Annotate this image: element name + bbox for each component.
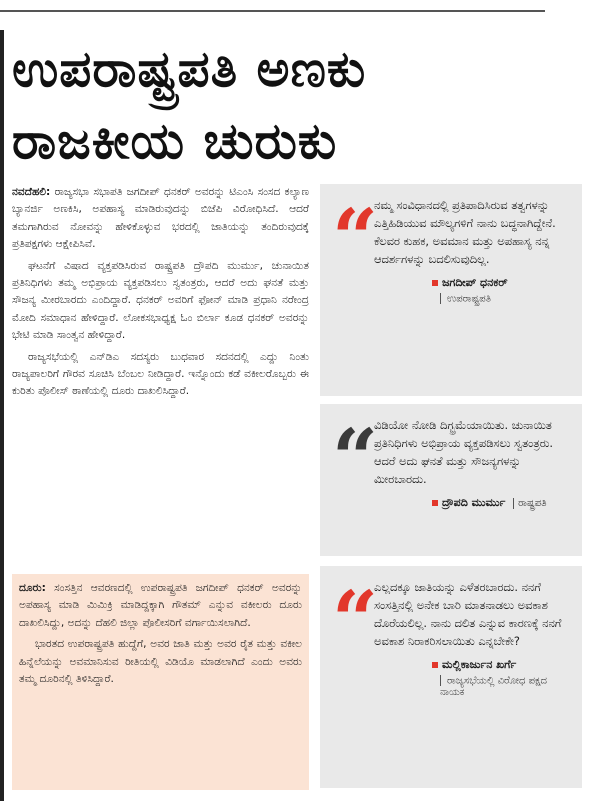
quote-author xyxy=(374,658,572,672)
quote-author-name: ಮಲ್ಲಿಕಾರ್ಜುನ ಖರ್ಗೆ xyxy=(442,658,517,671)
quote-box-dhankhar xyxy=(320,184,582,396)
quote-box-murmu xyxy=(320,404,582,556)
quote-mark-icon: “ xyxy=(332,573,379,667)
quote-author xyxy=(374,496,572,510)
quote-author xyxy=(374,276,572,290)
quote-author-role xyxy=(374,675,572,698)
quote-text: ವಿಡಿಯೋ ನೋಡಿ ದಿಗ್ಭ್ರಮೆಯಾಯಿತು. ಚುನಾಯಿತ ಪ್ರತಿನಿಧಿಗಳು ಅಭಿಪ್ರಾಯ ವ್ಯಕ್ತಪಡಿಸಲು ಸ್ವತಂತ್ರರು. ಆದರೆ ಅದು ಘನತೆ ಮತ್ತು ಸೌಜನ್ಯಗಳನ್ನು ಮೀರಬಾರದು. xyxy=(374,418,554,486)
quote-author-name: ಜಗದೀಪ್ ಧನಕರ್ xyxy=(442,276,508,289)
complaint-box xyxy=(12,574,309,790)
quote-text: ನಮ್ಮ ಸಂವಿಧಾನದಲ್ಲಿ ಪ್ರತಿಪಾದಿಸಿರುವ ತತ್ವಗಳನ್ನು ಎತ್ತಿಹಿಡಿಯುವ ಮೌಲ್ಯಗಳಿಗೆ ನಾನು ಬದ್ಧನಾಗಿದ್ದೇನೆ. ಕೆಲವರ ಕುಹಕ, ಅವಮಾನ ಮತ್ತು ಅಪಹಾಸ್ಯ ನನ್ನ ಆದರ್ಶಗಳನ್ನು ಬದಲಿಸುವುದಿಲ್ಲ. xyxy=(374,198,556,266)
divider xyxy=(440,293,441,304)
top-rule xyxy=(0,10,545,12)
divider xyxy=(440,675,441,686)
quote-mark-icon: “ xyxy=(332,411,379,505)
headline-line-1: ಉಪರಾಷ್ಟ್ರಪತಿ ಅಣಕು xyxy=(12,40,367,98)
quote-author-role-text: ರಾಜ್ಯಸಭೆಯಲ್ಲಿ ವಿರೋಧ ಪಕ್ಷದ ನಾಯಕ xyxy=(440,675,547,698)
complaint-paragraph-text: ಸಂಸತ್ತಿನ ಆವರಣದಲ್ಲಿ ಉಪರಾಷ್ಟ್ರಪತಿ ಜಗದೀಪ್ ಧನಕರ್ ಅವರನ್ನು ಅಪಹಾಸ್ಯ ಮಾಡಿ ಮಿಮಿಕ್ರಿ ಮಾಡಿದ್ದಕ್ಕಾಗಿ ಗೌತಮ್ ಎನ್ನುವ ವಕೀಲರು ದೂರು ದಾಖಲಿಸಿದ್ದು, ಅದನ್ನು ದೆಹಲಿ ಜಿಲ್ಲಾ ಪೊಲೀಸರಿಗೆ ವರ್ಗಾಯಿಸಲಾಗಿದೆ. xyxy=(19,582,302,629)
bullet-square-icon xyxy=(432,280,438,286)
article-paragraph: ರಾಜ್ಯಸಭೆಯಲ್ಲಿ ಎನ್‌ಡಿಎ ಸದಸ್ಯರು ಬುಧವಾರ ಸದನದಲ್ಲಿ ಎದ್ದು ನಿಂತು ರಾಜ್ಯಪಾಲರಿಗೆ ಗೌರವ ಸೂಚಿಸಿ ಬೆಂಬಲ ನೀಡಿದ್ದಾರೆ. ಇನ್ನೊಂದು ಕಡೆ ವಕೀಲರೊಬ್ಬರು ಈ ಕುರಿತು ಪೊಲೀಸ್ ಠಾಣೆಯಲ್ಲಿ ದೂರು ದಾಖಲಿಸಿದ್ದಾರೆ. xyxy=(12,350,309,398)
quote-author-role-text: ರಾಷ್ಟ್ರಪತಿ xyxy=(518,498,547,509)
divider xyxy=(513,498,514,509)
quote-author-role xyxy=(374,293,572,305)
bullet-square-icon xyxy=(432,500,438,506)
article-paragraph xyxy=(12,184,309,254)
quote-mark-icon: “ xyxy=(332,191,379,285)
complaint-paragraph: ಭಾರತದ ಉಪರಾಷ್ಟ್ರಪತಿ ಹುದ್ದೆಗೆ, ಅವರ ಜಾತಿ ಮತ್ತು ಅವರ ರೈತ ಮತ್ತು ವಕೀಲ ಹಿನ್ನೆಲೆಯನ್ನು ಅವಮಾನಿಸುವ ರೀತಿಯಲ್ಲಿ ವಿಡಿಯೊ ಮಾಡಲಾಗಿದೆ ಎಂದು ಅವರು ತಮ್ಮ ದೂರಿನಲ್ಲಿ ತಿಳಿಸಿದ್ದಾರೆ. xyxy=(19,638,302,686)
quote-box-kharge xyxy=(320,566,582,788)
quote-author-name: ದ್ರೌಪದಿ ಮುರ್ಮು xyxy=(442,496,506,509)
quote-author-role-text: ಉಪರಾಷ್ಟ್ರಪತಿ xyxy=(447,293,492,305)
article-paragraph: ಘಟನೆಗೆ ವಿಷಾದ ವ್ಯಕ್ತಪಡಿಸಿರುವ ರಾಷ್ಟ್ರಪತಿ ದ್ರೌಪದಿ ಮುರ್ಮು, ಚುನಾಯಿತ ಪ್ರತಿನಿಧಿಗಳು ತಮ್ಮ ಅಭಿಪ್ರಾಯ ವ್ಯಕ್ತಪಡಿಸಲು ಸ್ವತಂತ್ರರು, ಆದರೆ ಅದು ಘನತೆ ಮತ್ತು ಸೌಜನ್ಯ ಮೀರಬಾರದು ಎಂದಿದ್ದಾರೆ. ಧನಕರ್ ಅವರಿಗೆ ಫೋನ್ ಮಾಡಿ ಪ್ರಧಾನಿ ನರೇಂದ್ರ ಮೋದಿ ಸಮಾಧಾನ ಹೇಳಿದ್ದಾರೆ. ಲೋಕಸಭಾಧ್ಯಕ್ಷ ಓಂ ಬಿರ್ಲಾ ಕೂಡ ಧನಕರ್ ಅವರನ್ನು ಭೇಟಿ ಮಾಡಿ ಸಾಂತ್ವನ ಹೇಳಿದ್ದಾರೆ. xyxy=(12,259,309,342)
headline-line-2: ರಾಜಕೀಯ ಚುರುಕು xyxy=(12,112,338,170)
dateline: ನವದೆಹಲಿ: xyxy=(12,186,51,198)
complaint-lead: ದೂರು: xyxy=(19,582,46,594)
left-column-rule xyxy=(0,30,4,801)
article-body xyxy=(12,184,309,566)
bullet-square-icon xyxy=(432,662,438,668)
quote-text: ಎಲ್ಲದಕ್ಕೂ ಜಾತಿಯನ್ನು ಎಳೆತರಬಾರದು. ನನಗೆ ಸಂಸತ್ತಿನಲ್ಲಿ ಅನೇಕ ಬಾರಿ ಮಾತನಾಡಲು ಅವಕಾಶ ದೊರೆಯಲಿಲ್ಲ. ನಾನು ದಲಿತ ಎನ್ನುವ ಕಾರಣಕ್ಕೆ ನನಗೆ ಅವಕಾಶ ನಿರಾಕರಿಸಲಾಯಿತು ಎನ್ನಬೇಕೇ? xyxy=(374,580,562,648)
complaint-paragraph xyxy=(19,580,302,632)
article-paragraph-text: ರಾಜ್ಯಸಭಾ ಸಭಾಪತಿ ಜಗದೀಪ್ ಧನಕರ್ ಅವರನ್ನು ಟಿಎಂಸಿ ಸಂಸದ ಕಲ್ಯಾಣ ಬ್ಯಾನರ್ಜಿ ಅಣಕಿಸಿ, ಅಪಹಾಸ್ಯ ಮಾಡಿರುವುದನ್ನು ಬಿಜೆಪಿ ವಿರೋಧಿಸಿದೆ. ಆದರೆ ತಮಗಾಗಿರುವ ನೋವನ್ನು ಹೇಳಿಕೊಳ್ಳುವ ಭರದಲ್ಲಿ ಜಾತಿಯನ್ನು ತಂದಿರುವುದಕ್ಕೆ ಪ್ರತಿಪಕ್ಷಗಳು ಆಕ್ಷೇಪಿಸಿವೆ. xyxy=(12,186,309,251)
